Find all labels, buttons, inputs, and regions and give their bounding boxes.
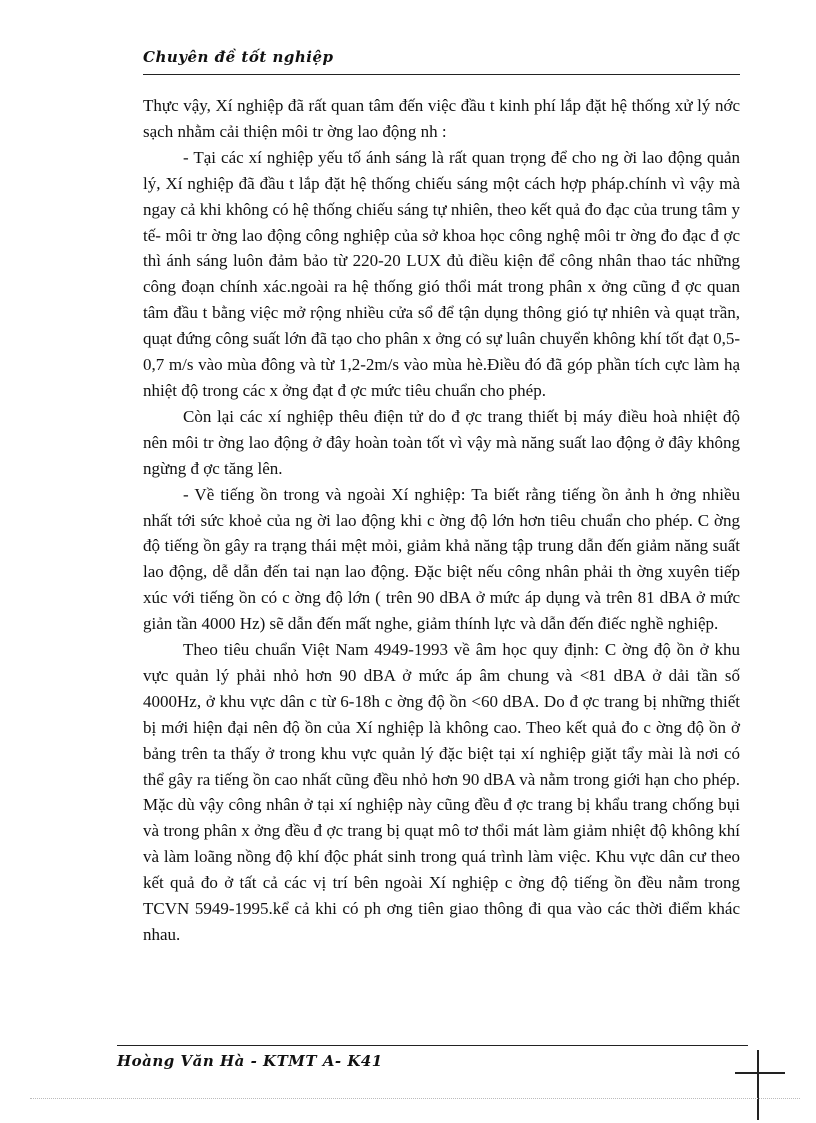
paragraph-intro: Thực vậy, Xí nghiệp đã rất quan tâm đến việc đầu t kinh phí lắp đặt hệ thống xử lý nớc sạch nhằm cải thiện môi tr ờng lao động nh :	[143, 96, 740, 141]
paragraph-standard: Theo tiêu chuẩn Việt Nam 4949-1993 về âm học quy định: C ờng độ ồn ở khu vực quản lý phải nhỏ hơn 90 dBA ở mức áp âm chung và <81 dBA ở dải tần số 4000Hz, ở khu vực dân c từ 6-18h c ờng độ ồn <60 dBA. Do đ ợc trang bị những thiết bị mới hiện đại nên độ ồn của Xí nghiệp là không cao. Theo kết quả đo c ờng độ ồn ở bảng trên ta thấy ở trong khu vực quản lý đặc biệt tại xí nghiệp giặt tẩy mài là nơi có thể gây ra tiếng ồn cao nhất cũng đều nhỏ hơn 90 dBA và nằm trong giới hạn cho phép. Mặc dù vậy công nhân ở tại xí nghiệp này cũng đều đ ợc trang bị khẩu trang chống bụi và trong phân x ởng đều đ ợc trang bị quạt mô tơ thổi mát làm giảm nhiệt độ không khí và làm loãng nồng độ khí độc phát sinh trong quá trình làm việc. Khu vực dân cư theo kết quả đo ở tất cả các vị trí bên ngoài Xí nghiệp c ờng độ tiếng ồn đều nằm trong TCVN 5949-1995.kể cả khi có ph ơng tiên giao thông đi qua vào các thời điểm khác nhau.	[143, 640, 740, 944]
page-header-title: Chuyên đề tốt nghiệp	[143, 48, 334, 66]
page-corner-mark-vertical	[757, 1050, 759, 1120]
paragraph-embroidery: Còn lại các xí nghiệp thêu điện tử do đ ợc trang thiết bị máy điều hoà nhiệt độ nên môi tr ờng lao động ở đây hoàn toàn tốt vì vậy mà năng suất lao động ở đây không ngừng đ ợc tăng lên.	[143, 406, 740, 478]
footer-divider	[117, 1045, 748, 1046]
document-body	[143, 93, 740, 948]
paragraph-lighting: - Tại các xí nghiệp yếu tố ánh sáng là rất quan trọng để cho ng ời lao động quản lý, Xí nghiệp đã đầu t lắp đặt hệ thống chiếu sáng một cách hợp pháp.chính vì vậy mà ngay cả khi không có hệ thống chiếu sáng tự nhiên, theo kết quả đo đạc của trung tâm y tế- môi tr ờng lao động công nghiệp của sở khoa học công nghệ môi tr ờng đo đạc đ ợc thì ánh sáng luôn đảm bảo từ 220-20 LUX đủ điều kiện để công nhân thao tác những công đoạn chính xác.ngoài ra hệ thống gió thổi mát trong phân x ởng cũng đ ợc quan tâm đầu t bằng việc mở rộng nhiều cửa sổ để tận dụng thông gió tự nhiên và quạt trần, quạt đứng công suất lớn đã tạo cho phân x ởng có sự luân chuyển không khí tốt đạt 0,5-0,7 m/s vào mùa đông và từ 1,2-2m/s vào mùa hè.Điều đó đã góp phần tích cực làm hạ nhiệt độ trong các x ởng đạt đ ợc mức tiêu chuẩn cho phép.	[143, 147, 740, 400]
paragraph-noise: - Về tiếng ồn trong và ngoài Xí nghiệp: Ta biết rằng tiếng ồn ảnh h ởng nhiều nhất tới sức khoẻ của ng ời lao động khi c ờng độ lớn hơn tiêu chuẩn cho phép. C ờng độ tiếng ồn gây ra trạng thái mệt mỏi, giảm khả năng tập trung dẫn đến giảm năng suất lao động, dễ dẫn đến tai nạn lao động. Đặc biệt nếu công nhân phải th ờng xuyên tiếp xúc với tiếng ồn có c ờng độ lớn ( trên 90 dBA ở mức áp dụng và trên 81 dBA ở mức giản tần 4000 Hz) sẽ dẫn đến mất nghe, giảm thính lực và dẫn đến điếc nghề nghiệp.	[143, 484, 740, 634]
page-corner-mark-horizontal	[735, 1072, 785, 1074]
header-divider	[143, 74, 740, 75]
page-bottom-border	[30, 1098, 800, 1099]
page-footer-author: Hoàng Văn Hà - KTMT A- K41	[117, 1052, 383, 1070]
